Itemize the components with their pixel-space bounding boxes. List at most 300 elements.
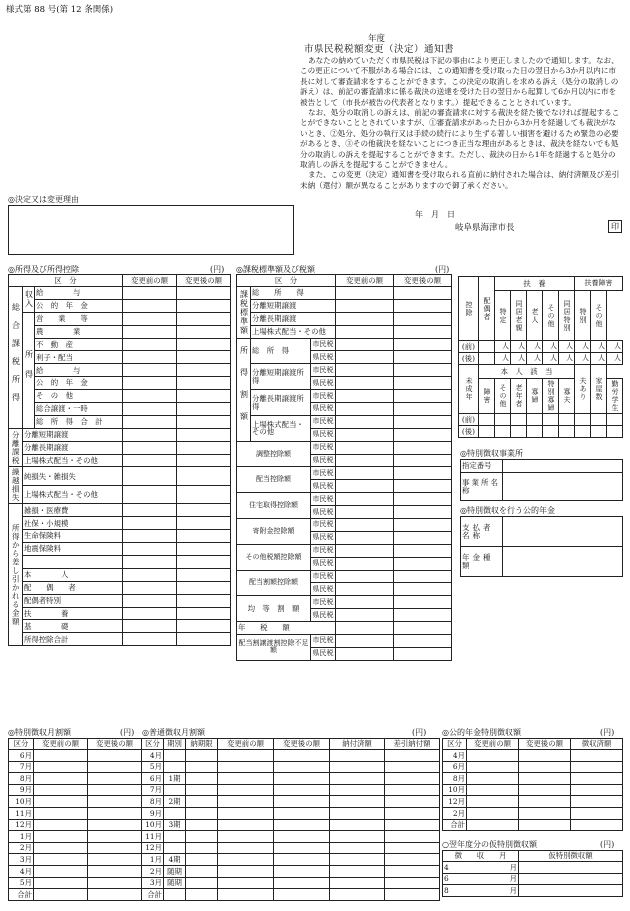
table-cell — [34, 842, 88, 854]
table-row — [9, 568, 231, 581]
table-cell — [591, 426, 607, 438]
tokubetsu-head: 区分 — [9, 739, 34, 750]
income-row-label: 純損失・雑損失 — [23, 467, 123, 486]
table-cell — [88, 842, 142, 854]
notice-title: 市県民税税額変更（決定）通知書 — [304, 44, 455, 55]
tax-row-label: 配当控除額 — [237, 467, 311, 493]
dep-person-unit: 人 — [511, 341, 527, 353]
table-cell — [123, 454, 177, 467]
table-row — [142, 889, 440, 901]
table-cell — [394, 480, 452, 493]
table-cell — [467, 773, 519, 785]
table-row — [9, 338, 231, 351]
table-cell — [330, 773, 385, 785]
income-row-label: 給 与 — [35, 287, 123, 300]
futsu-head: 納期限 — [186, 739, 218, 750]
kari-month-suffix: 月 — [509, 885, 517, 895]
dep-sub-label: 同居特別 — [559, 291, 575, 341]
table-cell — [123, 351, 177, 364]
tax-row-label: 住宅取得控除額 — [237, 493, 311, 519]
table-cell — [385, 831, 440, 843]
dep-row-label: (前) — [459, 414, 479, 426]
table-row — [443, 784, 623, 796]
dependents-table — [458, 276, 623, 438]
futsu-month: 8月 — [142, 796, 164, 808]
table-cell — [511, 414, 527, 426]
tax-row-label: 分離短期譲渡 — [251, 299, 336, 312]
table-row — [459, 341, 623, 353]
tax-row-label: その他税額控除額 — [237, 544, 311, 570]
table-cell — [330, 761, 385, 773]
table-cell — [88, 796, 142, 808]
nenkin-month: 12月 — [443, 796, 467, 808]
payer-name-value — [503, 517, 623, 547]
table-cell — [274, 831, 330, 843]
nenkin-table — [442, 738, 623, 831]
table-cell — [394, 403, 452, 416]
table-cell — [591, 414, 607, 426]
tokubetsu-month: 12月 — [9, 819, 34, 831]
table-cell — [571, 796, 623, 808]
kari-month-suffix: 月 — [509, 874, 517, 884]
kari-head: 仮特別徴収額 — [519, 851, 623, 862]
dep-sub-label: 同居老親 — [511, 291, 527, 341]
dep-person-unit: 人 — [575, 353, 591, 365]
futsu-head: 変更前の額 — [218, 739, 274, 750]
payer-name-label: 支払者名称 — [461, 517, 503, 547]
table-cell — [336, 609, 394, 622]
reason-label: ◎決定又は変更理由 — [8, 195, 79, 204]
table-cell — [519, 796, 571, 808]
dep-sub-label: 特別 — [575, 291, 591, 341]
table-cell — [330, 796, 385, 808]
table-cell — [177, 581, 231, 594]
table-cell — [177, 364, 231, 377]
table-row — [9, 819, 142, 831]
table-cell — [274, 807, 330, 819]
table-cell — [88, 761, 142, 773]
tokubetsu-month: 6月 — [9, 750, 34, 762]
table-cell — [34, 854, 88, 866]
income-head-before: 変更前の額 — [123, 275, 177, 287]
table-cell — [330, 784, 385, 796]
table-cell — [519, 819, 571, 831]
table-cell — [177, 530, 231, 543]
table-cell — [177, 485, 231, 504]
tax-head-before: 変更前の額 — [336, 275, 394, 287]
table-cell — [177, 390, 231, 403]
table-cell — [330, 877, 385, 889]
table-row — [9, 620, 231, 633]
table-row — [443, 851, 623, 862]
futsu-term — [164, 889, 186, 901]
tokubetsu-month: 11月 — [9, 807, 34, 819]
fiscal-year-label: 年度 — [368, 34, 386, 44]
reason-box — [8, 205, 294, 255]
kari-month — [443, 862, 519, 874]
dep-person-unit: 人 — [575, 341, 591, 353]
table-cell — [177, 543, 231, 556]
table-cell — [274, 761, 330, 773]
table-cell — [336, 351, 394, 364]
table-row — [142, 739, 440, 750]
table-cell — [177, 377, 231, 390]
tax-pref-label: 県民税 — [311, 351, 336, 364]
table-cell — [123, 467, 177, 486]
table-row — [142, 842, 440, 854]
table-cell — [88, 831, 142, 843]
table-row — [9, 351, 231, 364]
income-head-kubun: 区 分 — [9, 275, 123, 287]
table-cell — [34, 819, 88, 831]
table-cell — [336, 635, 394, 648]
table-cell — [394, 364, 452, 377]
table-cell — [571, 761, 623, 773]
nenkin-head: 徴収済額 — [571, 739, 623, 750]
table-cell — [123, 403, 177, 416]
table-row — [237, 622, 452, 635]
table-cell — [218, 761, 274, 773]
futsu-term — [164, 831, 186, 843]
futsu-term — [164, 784, 186, 796]
table-cell — [336, 312, 394, 325]
nenkin-month: 8月 — [443, 773, 467, 785]
table-row — [443, 873, 623, 885]
nenkin-month: 6月 — [443, 761, 467, 773]
table-row — [9, 467, 231, 486]
table-cell — [571, 784, 623, 796]
kari-month-number: 8 — [444, 885, 449, 895]
table-cell — [336, 390, 394, 403]
table-cell — [336, 299, 394, 312]
table-cell — [336, 544, 394, 557]
table-row — [9, 275, 231, 287]
income-row-label: 公 的 年 金 — [35, 299, 123, 312]
table-row — [9, 390, 231, 403]
futsu-month: 6月 — [142, 773, 164, 785]
table-row — [237, 493, 452, 506]
table-cell — [123, 607, 177, 620]
dep-sub-label: その他 — [543, 291, 559, 341]
table-cell — [467, 784, 519, 796]
income-head-after: 変更後の額 — [177, 275, 231, 287]
tokubetsu-month: 3月 — [9, 854, 34, 866]
nenkin-head: 変更後の額 — [519, 739, 571, 750]
table-row — [443, 773, 623, 785]
table-row — [443, 862, 623, 874]
income-sub-shunyu: 収入 — [23, 287, 35, 313]
tax-row-label: 配当割譲渡割控除不足額 — [237, 635, 311, 661]
table-row — [459, 277, 623, 291]
table-cell — [330, 842, 385, 854]
table-cell — [123, 581, 177, 594]
table-cell — [274, 784, 330, 796]
tax-pref-label: 県民税 — [311, 428, 336, 441]
table-cell — [177, 312, 231, 325]
table-cell — [336, 338, 394, 351]
table-cell — [186, 796, 218, 808]
dep-person-unit: 人 — [591, 341, 607, 353]
dep-head-honnin: 本 人 該 当 — [479, 365, 575, 379]
table-row — [142, 796, 440, 808]
income-group-kojo: 所得から差し引かれる金額 — [9, 504, 23, 646]
table-cell — [394, 519, 452, 532]
tax-pref-label: 県民税 — [311, 647, 336, 660]
table-cell — [123, 312, 177, 325]
table-cell — [123, 633, 177, 646]
income-row-label: 基 礎 — [23, 620, 123, 633]
futsu-term: 2期 — [164, 796, 186, 808]
table-cell — [218, 854, 274, 866]
dep-head-fuyo-shogai: 扶養障害 — [575, 277, 623, 291]
table-cell — [186, 819, 218, 831]
table-cell — [336, 557, 394, 570]
table-cell — [394, 325, 452, 338]
table-row — [9, 581, 231, 594]
dep-sub-label: 特定 — [495, 291, 511, 341]
table-cell — [123, 428, 177, 441]
tax-city-label: 市民税 — [311, 338, 336, 351]
table-row — [9, 415, 231, 428]
table-row — [142, 865, 440, 877]
table-cell — [34, 831, 88, 843]
table-cell — [385, 761, 440, 773]
tokubetsu-month: 2月 — [9, 842, 34, 854]
dep-person-unit: 人 — [495, 341, 511, 353]
table-row — [9, 530, 231, 543]
tokubetsu-month: 1月 — [9, 831, 34, 843]
table-cell — [394, 622, 452, 635]
table-cell — [495, 426, 511, 438]
futsu-month: 7月 — [142, 784, 164, 796]
table-row — [443, 750, 623, 762]
table-cell — [394, 531, 452, 544]
table-row — [9, 877, 142, 889]
nenkin-unit: (円) — [600, 728, 615, 737]
table-cell — [336, 570, 394, 583]
futsu-table — [141, 738, 440, 901]
table-cell — [88, 819, 142, 831]
table-row — [9, 312, 231, 325]
table-cell — [186, 807, 218, 819]
table-row — [9, 633, 231, 646]
pension-table — [460, 516, 623, 577]
tax-pref-label: 県民税 — [311, 480, 336, 493]
table-cell — [336, 287, 394, 300]
dep-person-unit: 人 — [495, 353, 511, 365]
futsu-term — [164, 750, 186, 762]
table-cell — [88, 877, 142, 889]
kari-month — [443, 885, 519, 897]
table-cell — [330, 831, 385, 843]
tax-pref-label: 県民税 — [311, 583, 336, 596]
table-cell — [123, 543, 177, 556]
income-row-label: 地震保険料 — [23, 543, 123, 556]
table-row — [9, 517, 231, 530]
table-cell — [385, 842, 440, 854]
table-cell — [467, 750, 519, 762]
income-row-label: 不 動 産 — [35, 338, 123, 351]
table-cell — [218, 773, 274, 785]
table-row — [237, 287, 452, 300]
table-cell — [607, 426, 623, 438]
table-cell — [394, 647, 452, 660]
table-cell — [177, 299, 231, 312]
table-cell — [123, 415, 177, 428]
futsu-term — [164, 807, 186, 819]
table-row — [9, 299, 231, 312]
table-cell — [336, 493, 394, 506]
table-row — [9, 485, 231, 504]
table-row — [237, 544, 452, 557]
table-cell — [336, 506, 394, 519]
income-row-label: 分離長期譲渡 — [23, 441, 123, 454]
tax-table — [236, 274, 452, 661]
table-cell — [330, 750, 385, 762]
table-row — [9, 773, 142, 785]
table-row — [142, 761, 440, 773]
tax-row-label: 分離長期譲渡所得 — [251, 390, 311, 416]
dep-head-kaoku: 家屋数 — [591, 365, 607, 414]
table-row — [443, 761, 623, 773]
tokubetsu-table — [8, 738, 142, 901]
dep-head-haigu: 配偶者 — [479, 277, 495, 341]
table-cell — [177, 287, 231, 300]
table-cell — [394, 506, 452, 519]
table-cell — [467, 807, 519, 819]
table-cell — [34, 761, 88, 773]
table-cell — [336, 583, 394, 596]
dep-row-label: (後) — [459, 353, 479, 365]
tokubetsu-title: ◎特別徴収月割額 — [8, 728, 71, 737]
table-cell — [336, 428, 394, 441]
dep-sub-label: 寡婦 — [527, 379, 543, 414]
table-cell — [519, 750, 571, 762]
table-cell — [607, 414, 623, 426]
table-row — [9, 441, 231, 454]
table-cell — [385, 796, 440, 808]
income-unit: (円) — [210, 265, 225, 274]
table-row — [9, 428, 231, 441]
income-row-label: 本 人 — [23, 568, 123, 581]
dep-person-unit: 人 — [543, 341, 559, 353]
nenkin-month: 2月 — [443, 807, 467, 819]
futsu-month: 12月 — [142, 842, 164, 854]
table-row — [237, 338, 452, 351]
tax-pref-label: 県民税 — [311, 454, 336, 467]
futsu-term: 随期 — [164, 865, 186, 877]
income-row-label: 社保・小規模 — [23, 517, 123, 530]
table-cell — [274, 750, 330, 762]
table-row — [237, 325, 452, 338]
table-cell — [394, 583, 452, 596]
kari-head: 徴 収 月 — [443, 851, 519, 862]
table-cell — [177, 441, 231, 454]
table-row — [237, 596, 452, 609]
table-cell — [385, 819, 440, 831]
table-cell — [559, 414, 575, 426]
table-cell — [177, 338, 231, 351]
table-row — [459, 426, 623, 438]
table-row — [9, 543, 231, 556]
futsu-term — [164, 842, 186, 854]
dep-row-label: (後) — [459, 426, 479, 438]
dep-row-label: (前) — [459, 341, 479, 353]
table-cell — [385, 784, 440, 796]
table-cell — [218, 796, 274, 808]
tokubetsu-head: 変更前の額 — [34, 739, 88, 750]
table-cell — [274, 854, 330, 866]
table-row — [142, 831, 440, 843]
tax-city-label: 市民税 — [311, 519, 336, 532]
nenkin-month: 合計 — [443, 819, 467, 831]
table-cell — [123, 594, 177, 607]
table-row — [443, 885, 623, 897]
table-cell — [336, 531, 394, 544]
table-cell — [123, 287, 177, 300]
income-row-label — [23, 556, 123, 569]
table-cell — [218, 807, 274, 819]
table-cell — [186, 889, 218, 901]
table-cell — [330, 819, 385, 831]
table-cell — [330, 854, 385, 866]
table-row — [237, 364, 452, 377]
notice-paragraph-2: なお、処分の取消しの訴えは、前記の審査請求に対する裁決を経た後でなければ提起することができないこととされていますが、①審査請求があった日から3か月を経過しても裁決がないとき、②処分、処分の執行又は手続の続行により生ずる著しい損害を避けるため緊急の必要があるとき、③その他裁決を経ないことにつき正当な理由があるときは、裁決を経ないでも処分の取消しの訴えを提起することができます。ただし、裁決の日から1年を経過すると処分の取消しの訴えを提起することができません。 — [300, 108, 620, 170]
kari-month-number: 4 — [444, 862, 449, 872]
pension-type-value — [503, 547, 623, 577]
table-cell — [575, 426, 591, 438]
table-cell — [123, 338, 177, 351]
issue-date: 年 月 日 — [415, 210, 455, 219]
dep-person-unit: 人 — [559, 353, 575, 365]
table-cell — [218, 819, 274, 831]
table-cell — [571, 807, 623, 819]
tax-row-label: 総 所 得 — [251, 338, 311, 364]
income-row-label: 農 業 — [35, 325, 123, 338]
table-cell — [177, 454, 231, 467]
tokubetsu-unit: (円) — [120, 728, 135, 737]
table-cell — [336, 377, 394, 390]
tokubetsu-month: 5月 — [9, 877, 34, 889]
table-cell — [394, 493, 452, 506]
table-row — [9, 364, 231, 377]
dep-head-mi: 未成年 — [459, 365, 479, 414]
table-row — [459, 353, 623, 365]
table-cell — [394, 415, 452, 428]
tokubetsu-month: 9月 — [9, 784, 34, 796]
tax-pref-label: 県民税 — [311, 403, 336, 416]
dep-sub-label: その他 — [591, 291, 607, 341]
table-cell — [394, 635, 452, 648]
table-cell — [274, 842, 330, 854]
table-cell — [519, 784, 571, 796]
table-row — [142, 784, 440, 796]
tax-city-label: 市民税 — [311, 390, 336, 403]
table-cell — [394, 596, 452, 609]
employer-number-label: 指定番号 — [461, 460, 503, 473]
pension-title: ◎特別徴収を行う公的年金 — [460, 506, 555, 515]
table-cell — [177, 633, 231, 646]
table-row — [142, 819, 440, 831]
table-cell — [394, 441, 452, 454]
table-cell — [34, 807, 88, 819]
table-cell — [218, 865, 274, 877]
issuer-name: 岐阜県海津市長 — [455, 223, 515, 233]
table-row — [237, 635, 452, 648]
table-cell — [385, 750, 440, 762]
tokubetsu-month: 7月 — [9, 761, 34, 773]
futsu-month: 合計 — [142, 889, 164, 901]
